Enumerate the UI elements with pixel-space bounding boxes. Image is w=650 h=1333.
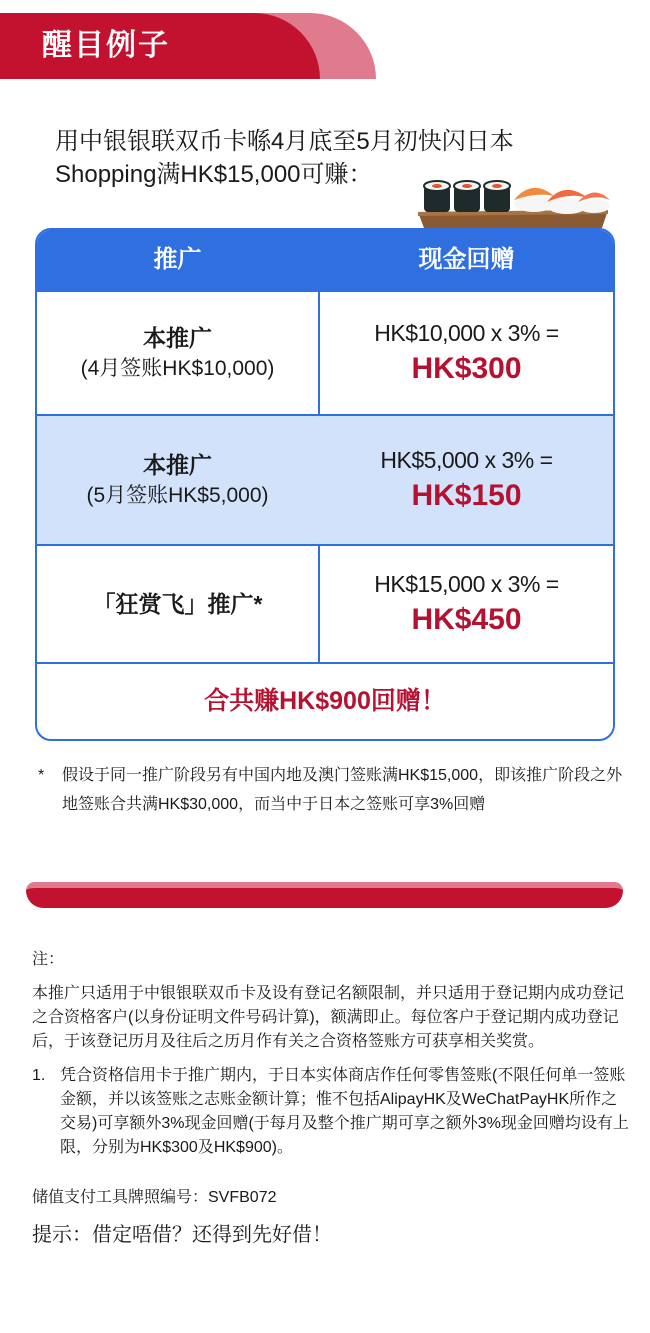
- column-header-promo: 推广: [153, 246, 202, 273]
- promo-name: 本推广: [143, 325, 212, 351]
- sushi-platter-icon: [412, 170, 612, 232]
- footnote-text: 假设于同一推广阶段另有中国内地及澳门签账满HK$15,000，即该推广阶段之外地签账合共满HK$30,000，而当中于日本之签账可享3%回赠: [62, 767, 623, 813]
- list-item: [32, 1064, 632, 1160]
- cashback-amount: HK$450: [411, 603, 522, 636]
- list-text: 凭合资格信用卡于推广期内，于日本实体商店作任何零售签账(不限任何单一签账金额，并以该签账之志账金额计算；惟不包括AlipayHK及WeChatPayHK所作之交易)可享额外3%现金回赠(于每月及整个推广期可享之额外3%现金回赠均设有上限，分别为HK$300及HK$900)。: [60, 1067, 629, 1156]
- promo-spend: (5月签账HK$5,000): [86, 484, 269, 507]
- license-number: 储值支付工具牌照编号：SVFB072: [32, 1189, 277, 1206]
- terms-notes: [32, 948, 632, 1252]
- cashback-table: [35, 228, 615, 741]
- list-number: 1.: [32, 1067, 46, 1084]
- promo-spend: (4月签账HK$10,000): [80, 357, 275, 380]
- cashback-calc: HK$5,000 x 3% =: [380, 447, 553, 473]
- intro-text: 用中银银联双币卡喺4月底至5月初快闪日本Shopping满HK$15,000可赚：: [55, 128, 514, 188]
- cashback-amount: HK$150: [411, 479, 522, 512]
- footnote-mark: *: [38, 767, 45, 784]
- table-row: [37, 414, 613, 544]
- promo-name: 「狂赏飞」推广*: [92, 591, 263, 617]
- cashback-amount: HK$300: [411, 352, 522, 385]
- notes-label: 注：: [32, 951, 65, 968]
- promo-name: 本推广: [143, 452, 212, 478]
- table-row: [37, 544, 613, 662]
- table-header: [37, 230, 613, 290]
- footnote: [38, 761, 628, 819]
- column-header-cashback: 现金回赠: [418, 246, 515, 273]
- borrowing-tip: 提示：借定唔借？还得到先好借！: [32, 1224, 332, 1246]
- cashback-calc: HK$15,000 x 3% =: [374, 571, 559, 597]
- total-cashback: 合共赚HK$900回赠！: [37, 662, 613, 741]
- notes-body: 本推广只适用于中银银联双币卡及设有登记名额限制，并只适用于登记期内成功登记之合资格客户(以身份证明文件号码计算)，额满即止。每位客户于登记期内成功登记后，于该登记历月及往后之历月作有关之合资格签账方可获享相关奖赏。: [32, 985, 625, 1050]
- cashback-calc: HK$10,000 x 3% =: [374, 320, 559, 346]
- header-title: 醒目例子: [42, 29, 170, 62]
- section-divider: [26, 882, 623, 908]
- table-row: [37, 290, 613, 414]
